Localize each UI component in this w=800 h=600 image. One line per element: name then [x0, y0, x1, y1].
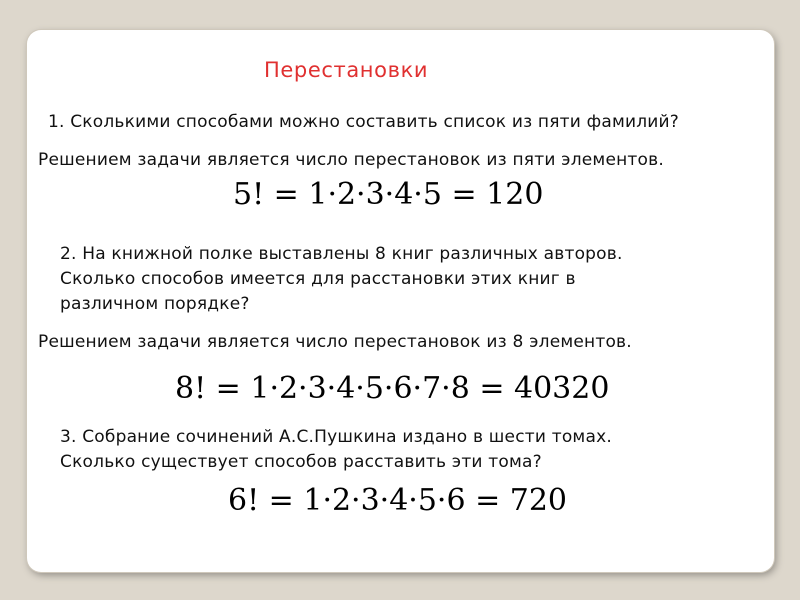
task3-formula: 6! = 1·2·3·4·5·6 = 720: [228, 483, 568, 518]
task3-question-line2: Сколько существует способов расставить эти тома?: [60, 452, 542, 472]
task2-question-line3: различном порядке?: [60, 294, 250, 314]
task2-question-line2: Сколько способов имеется для расстановки этих книг в: [60, 269, 576, 289]
task1-formula: 5! = 1·2·3·4·5 = 120: [233, 177, 544, 212]
task1-solution: Решением задачи является число перестановок из пяти элементов.: [38, 150, 664, 170]
slide-title: Перестановки: [264, 58, 429, 82]
task2-solution: Решением задачи является число перестановок из 8 элементов.: [38, 332, 632, 352]
task1-question: 1. Сколькими способами можно составить список из пяти фамилий?: [48, 112, 680, 132]
task2-question-line1: 2. На книжной полке выставлены 8 книг различных авторов.: [60, 244, 623, 264]
task2-formula: 8! = 1·2·3·4·5·6·7·8 = 40320: [175, 371, 610, 406]
task3-question-line1: 3. Собрание сочинений А.С.Пушкина издано в шести томах.: [60, 427, 612, 447]
